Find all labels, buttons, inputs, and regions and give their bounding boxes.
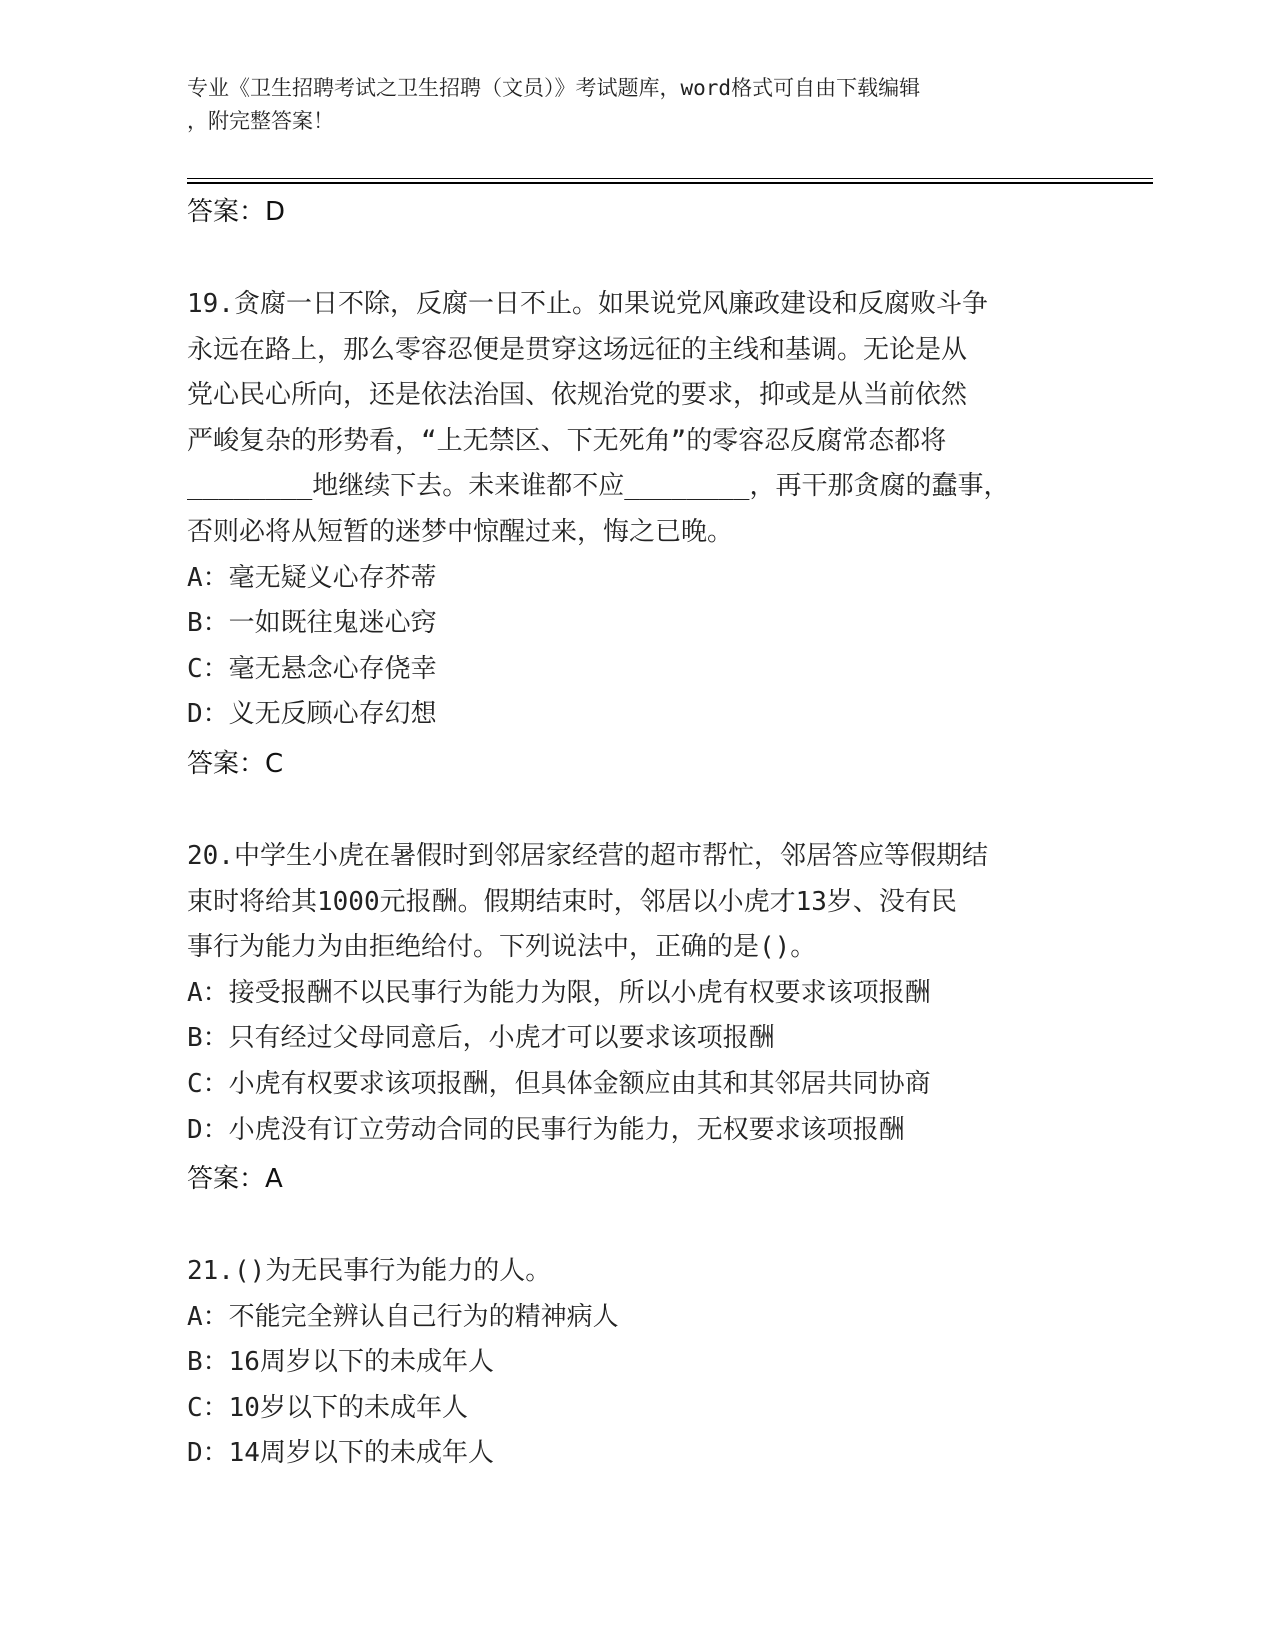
- question-stem-line: 党心民心所向，还是依法治国、依规治党的要求，抑或是从当前依然: [187, 380, 968, 411]
- question-stem-line: 永远在路上，那么零容忍便是贯穿这场远征的主线和基调。无论是从: [187, 334, 968, 365]
- option-b: B：只有经过父母同意后，小虎才可以要求该项报酬: [187, 1023, 775, 1054]
- answer-line: 答案：C: [187, 748, 284, 779]
- question-stem-line: 21.()为无民事行为能力的人。: [187, 1256, 552, 1287]
- question-stem-line: 20.中学生小虎在暑假时到邻居家经营的超市帮忙，邻居答应等假期结: [187, 840, 988, 871]
- question-21-stem: [187, 1249, 1087, 1295]
- option-c: C：毫无悬念心存侥幸: [187, 653, 437, 684]
- option-d: D：小虎没有订立劳动合同的民事行为能力，无权要求该项报酬: [187, 1114, 905, 1145]
- question-stem-line: ________地继续下去。未来谁都不应________，再干那贪腐的蠢事，: [187, 471, 1010, 502]
- option-d: D：义无反顾心存幻想: [187, 699, 437, 730]
- header-line-2: ，附完整答案！: [187, 109, 334, 133]
- option-d: D：14周岁以下的未成年人: [187, 1438, 494, 1469]
- spacer: [187, 790, 1087, 834]
- answer-line: 答案：A: [187, 1164, 283, 1195]
- spacer: [187, 238, 1087, 282]
- question-stem-line: 严峻复杂的形势看，“上无禁区、下无死角”的零容忍反腐常态都将: [187, 425, 947, 456]
- option-b: B：一如既往鬼迷心窍: [187, 608, 437, 639]
- option-c: C：10岁以下的未成年人: [187, 1392, 468, 1423]
- question-stem-line: 19.贪腐一日不除，反腐一日不止。如果说党风廉政建设和反腐败斗争: [187, 289, 988, 319]
- question-list: [187, 186, 1087, 1477]
- question-stem-line: 否则必将从短暂的迷梦中惊醒过来，悔之已晚。: [187, 516, 734, 547]
- answer-line: 答案：D: [187, 197, 286, 227]
- question-19-stem: [187, 282, 1087, 556]
- option-c: C：小虎有权要求该项报酬，但具体金额应由其和其邻居共同协商: [187, 1068, 931, 1099]
- document-header: [187, 72, 1067, 138]
- header-divider-thin: [187, 178, 1153, 179]
- question-20-stem: [187, 834, 1087, 971]
- header-line-1: 专业《卫生招聘考试之卫生招聘（文员）》考试题库，word格式可自由下载编辑: [187, 76, 921, 100]
- question-stem-line: 事行为能力为由拒绝给付。下列说法中，正确的是()。: [187, 932, 817, 963]
- header-divider-thick: [187, 182, 1153, 184]
- spacer: [187, 1205, 1087, 1249]
- option-a: A：不能完全辨认自己行为的精神病人: [187, 1301, 619, 1332]
- option-b: B：16周岁以下的未成年人: [187, 1347, 494, 1378]
- option-a: A：接受报酬不以民事行为能力为限，所以小虎有权要求该项报酬: [187, 977, 931, 1008]
- question-stem-line: 束时将给其1000元报酬。假期结束时，邻居以小虎才13岁、没有民: [187, 886, 957, 917]
- option-a: A：毫无疑义心存芥蒂: [187, 562, 437, 593]
